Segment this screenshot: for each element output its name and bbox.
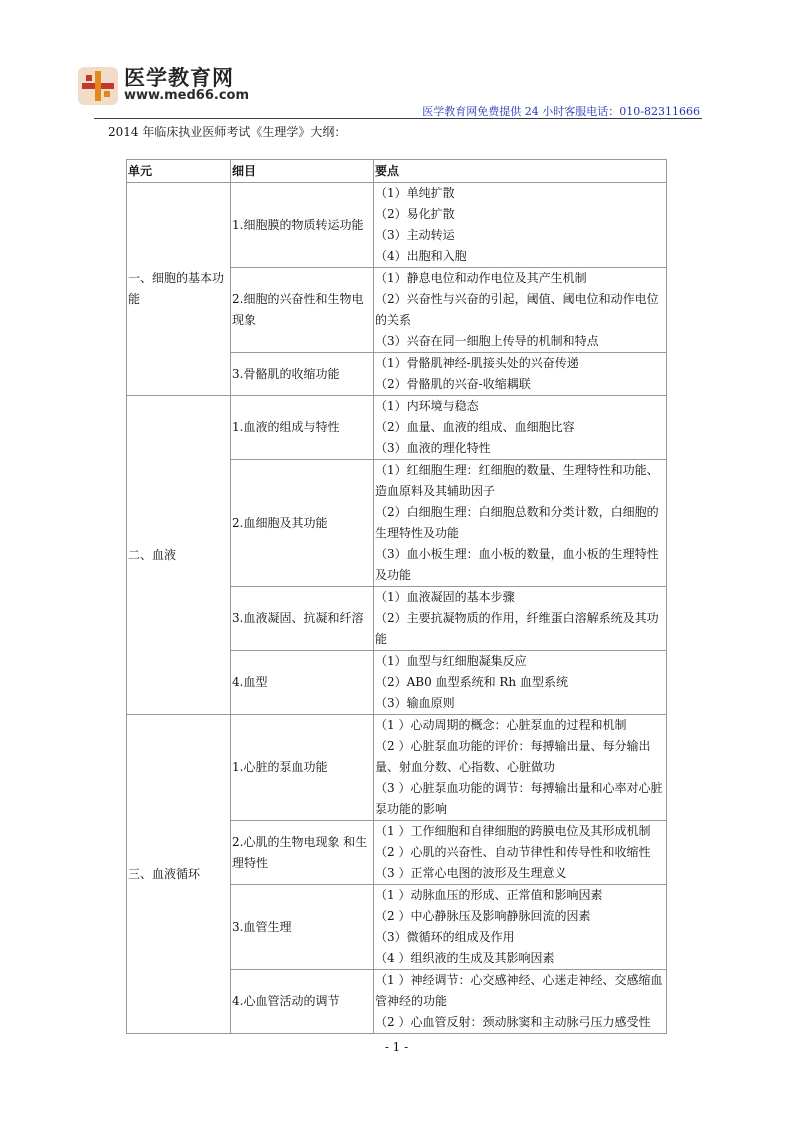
key-point: （2 ）心血管反射：颈动脉窦和主动脉弓压力感受性	[375, 1015, 651, 1029]
page-number: - 1 -	[384, 1040, 409, 1054]
key-point: （2）白细胞生理：白细胞总数和分类计数，白细胞的生理特性及功能	[375, 505, 659, 540]
med66-logo-icon	[76, 64, 120, 108]
key-point: （2 ）中心静脉压及影响静脉回流的因素	[375, 909, 591, 923]
points-cell	[374, 268, 667, 353]
key-point: （2 ）心脏泵血功能的评价：每搏输出量、每分输出量、射血分数、心指数、心脏做功	[375, 739, 651, 774]
key-point: （3 ）心脏泵血功能的调节：每搏输出量和心率对心脏泵功能的影响	[375, 781, 663, 816]
key-point: （1）血型与红细胞凝集反应	[375, 654, 527, 668]
key-point: （1 ）神经调节：心交感神经、心迷走神经、交感缩血管神经的功能	[375, 973, 663, 1008]
points-cell	[374, 715, 667, 821]
key-point: （3）血液的理化特性	[375, 441, 491, 455]
item-cell: 3.骨骼肌的收缩功能	[231, 353, 374, 396]
key-point: （4 ）组织液的生成及其影响因素	[375, 951, 555, 965]
key-point: （1 ）工作细胞和自律细胞的跨膜电位及其形成机制	[375, 824, 651, 838]
key-point: （2）主要抗凝物质的作用，纤维蛋白溶解系统及其功能	[375, 611, 659, 646]
key-point: （1）内环境与稳态	[375, 399, 479, 413]
points-cell	[374, 460, 667, 587]
table-body	[127, 183, 667, 1034]
unit-cell: 三、血液循环	[127, 715, 231, 1034]
service-hotline: 医学教育网免费提供 24 小时客服电话：010-82311666	[422, 105, 700, 118]
header-item: 细目	[231, 160, 374, 183]
points-cell	[374, 587, 667, 651]
key-point: （1）骨骼肌神经-肌接头处的兴奋传递	[375, 356, 579, 370]
key-point: （1 ）心动周期的概念：心脏泵血的过程和机制	[375, 718, 627, 732]
item-cell: 4.血型	[231, 651, 374, 715]
item-cell: 2.心肌的生物电现象 和生理特性	[231, 821, 374, 885]
key-point: （2）骨骼肌的兴奋-收缩耦联	[375, 377, 531, 391]
item-cell: 2.血细胞及其功能	[231, 460, 374, 587]
key-point: （2 ）心肌的兴奋性、自动节律性和传导性和收缩性	[375, 845, 651, 859]
item-cell: 3.血液凝固、抗凝和纤溶	[231, 587, 374, 651]
key-point: （1 ）动脉血压的形成、正常值和影响因素	[375, 888, 603, 902]
key-point: （2）易化扩散	[375, 207, 455, 221]
item-cell: 1.细胞膜的物质转运功能	[231, 183, 374, 268]
key-point: （2）兴奋性与兴奋的引起，阈值、阈电位和动作电位的关系	[375, 292, 659, 327]
points-cell	[374, 396, 667, 460]
item-cell: 2.细胞的兴奋性和生物电现象	[231, 268, 374, 353]
points-cell	[374, 651, 667, 715]
key-point: （2）血量、血液的组成、血细胞比容	[375, 420, 575, 434]
key-point: （3）微循环的组成及作用	[375, 930, 515, 944]
table-header-row	[127, 160, 667, 183]
logo-url[interactable]: www.med66.com	[124, 88, 250, 103]
key-point: （1）单纯扩散	[375, 186, 455, 200]
item-cell: 1.心脏的泵血功能	[231, 715, 374, 821]
points-cell	[374, 885, 667, 970]
points-cell	[374, 821, 667, 885]
key-point: （4）出胞和入胞	[375, 249, 467, 263]
table-row	[127, 715, 667, 821]
page-header	[0, 0, 793, 120]
unit-cell: 二、血液	[127, 396, 231, 715]
item-cell: 4.心血管活动的调节	[231, 970, 374, 1034]
key-point: （1）红细胞生理：红细胞的数量、生理特性和功能、造血原料及其辅助因子	[375, 463, 659, 498]
key-point: （3）血小板生理：血小板的数量，血小板的生理特性及功能	[375, 547, 659, 582]
key-point: （1）静息电位和动作电位及其产生机制	[375, 271, 587, 285]
header-points: 要点	[374, 160, 667, 183]
document-title: 2014 年临床执业医师考试《生理学》大纲：	[108, 125, 347, 139]
unit-cell: 一、细胞的基本功能	[127, 183, 231, 396]
header-unit: 单元	[127, 160, 231, 183]
key-point: （3）兴奋在同一细胞上传导的机制和特点	[375, 334, 599, 348]
item-cell: 1.血液的组成与特性	[231, 396, 374, 460]
key-point: （3 ）正常心电图的波形及生理意义	[375, 866, 567, 880]
table-row	[127, 183, 667, 268]
item-cell: 3.血管生理	[231, 885, 374, 970]
logo-text: 医学教育网	[124, 66, 234, 90]
points-cell	[374, 183, 667, 268]
table-row	[127, 396, 667, 460]
syllabus-table	[126, 159, 667, 1034]
site-logo[interactable]	[76, 60, 266, 112]
key-point: （2）AB0 血型系统和 Rh 血型系统	[375, 675, 568, 689]
points-cell	[374, 970, 667, 1034]
points-cell	[374, 353, 667, 396]
key-point: （3）主动转运	[375, 228, 455, 242]
key-point: （1）血液凝固的基本步骤	[375, 590, 515, 604]
key-point: （3）输血原则	[375, 696, 455, 710]
header-divider	[94, 118, 702, 119]
